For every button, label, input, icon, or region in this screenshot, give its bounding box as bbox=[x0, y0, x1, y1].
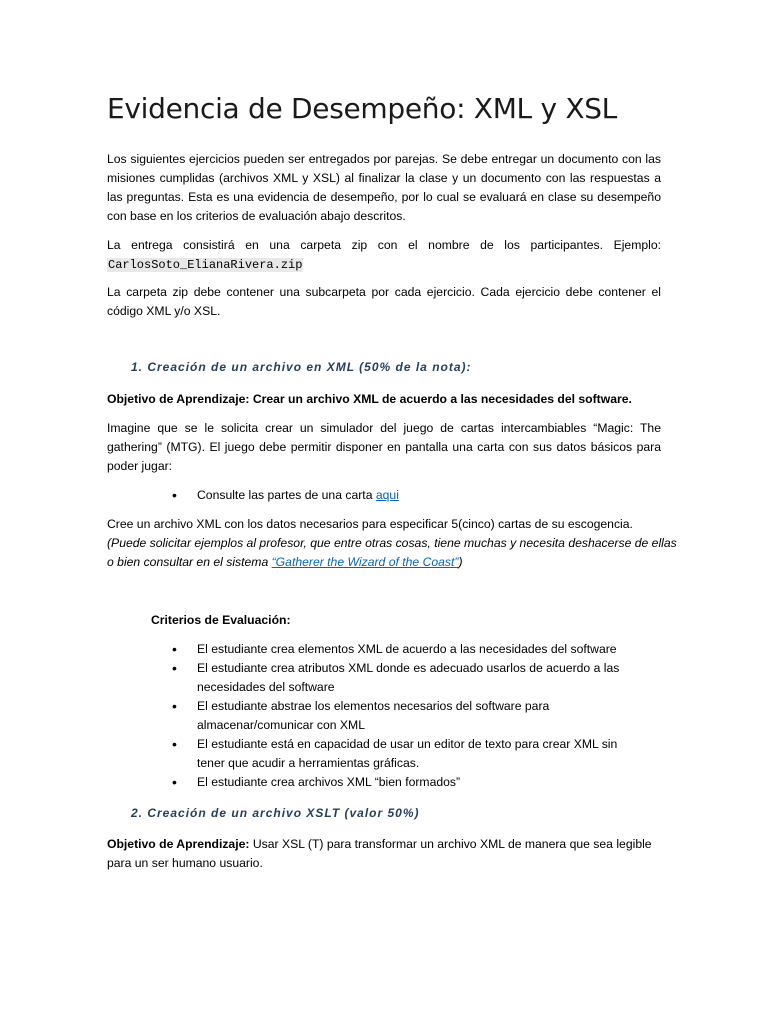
intro-paragraph: Los siguientes ejercicios pueden ser entregados por parejas. Se debe entregar un documento con las misiones cumplidas (archivos XML y XSL) al finalizar la clase y un documento con las respuestas a las preguntas. Esta es una evidencia de desempeño, por lo cual se evaluará en clase su desempeño con base en los criterios de evaluación abajo descritos. bbox=[107, 152, 661, 223]
section2-objective bbox=[107, 835, 661, 873]
section1-heading: 1. Creación de un archivo en XML (50% de la nota): bbox=[131, 360, 472, 374]
section1-bullet-list bbox=[172, 486, 642, 505]
entrega-example: CarlosSoto_ElianaRivera.zip bbox=[108, 258, 303, 272]
section1-create-paragraph bbox=[107, 515, 677, 572]
list-item: • El estudiante crea archivos XML “bien formados” bbox=[172, 773, 642, 792]
entrega-paragraph bbox=[107, 236, 661, 255]
list-item bbox=[172, 486, 642, 505]
gatherer-link[interactable]: “Gatherer the Wizard of the Coast” bbox=[271, 555, 459, 569]
section1-objective: Objetivo de Aprendizaje: Crear un archivo XML de acuerdo a las necesidades del software. bbox=[107, 392, 632, 406]
list-item: • El estudiante abstrae los elementos necesarios del software para almacenar/comunicar con XML bbox=[172, 697, 642, 735]
section2-objective-label: Objetivo de Aprendizaje: bbox=[107, 837, 250, 851]
list-item: • El estudiante está en capacidad de usar un editor de texto para crear XML sin tener que acudir a herramientas gráficas. bbox=[172, 735, 642, 773]
list-item: • El estudiante crea elementos XML de acuerdo a las necesidades del software bbox=[172, 640, 642, 659]
section2-objective-text: Usar XSL (T) para transformar un archivo XML de manera que sea legible para un ser humano usuario. bbox=[107, 837, 652, 870]
note-text: (Puede solicitar ejemplos al profesor, que entre otras cosas, tiene muchas y necesita deshacerse de ellas o bien consultar en el sistema bbox=[107, 536, 677, 569]
entrega-text: La entrega consistirá en una carpeta zip con el nombre de los participantes. Ejemplo: bbox=[107, 238, 661, 252]
aqui-link[interactable]: aqui bbox=[375, 488, 399, 502]
criteria-list bbox=[172, 640, 642, 792]
section1-scenario: Imagine que se le solicita crear un simulador del juego de cartas intercambiables “Magic: The gathering” (MTG). El juego debe permitir disponer en pantalla una carta con sus datos básicos para poder jugar: bbox=[107, 421, 661, 473]
criteria-title: Criterios de Evaluación: bbox=[151, 613, 291, 627]
document-title: Evidencia de Desempeño: XML y XSL bbox=[107, 92, 617, 125]
note-close: ) bbox=[458, 555, 463, 569]
entrega-example-line bbox=[107, 255, 661, 275]
carpeta-paragraph: La carpeta zip debe contener una subcarpeta por cada ejercicio. Cada ejercicio debe contener el código XML y/o XSL. bbox=[107, 285, 661, 318]
list-item: • El estudiante crea atributos XML donde es adecuado usarlos de acuerdo a las necesidades del software bbox=[172, 659, 642, 697]
bullet-text: Consulte las partes de una carta bbox=[197, 488, 376, 502]
create-text: Cree un archivo XML con los datos necesarios para especificar 5(cinco) cartas de su escogencia. bbox=[107, 517, 633, 531]
section2-heading: 2. Creación de un archivo XSLT (valor 50%) bbox=[131, 806, 420, 820]
